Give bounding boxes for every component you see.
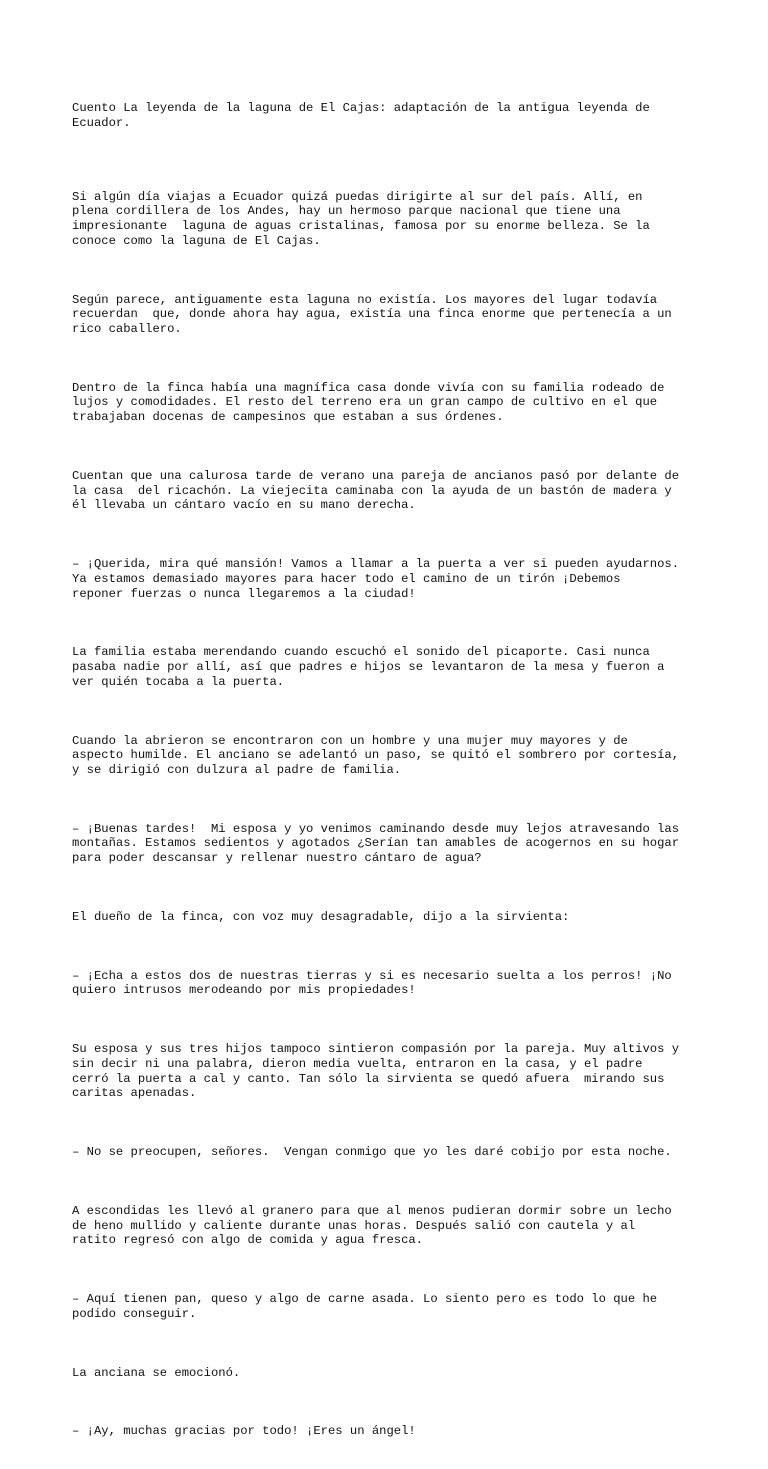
document-title: Cuento La leyenda de la laguna de El Cajas: adaptación de la antigua leyenda de Ecuador.	[72, 101, 650, 131]
paragraph-2: Según parece, antiguamente esta laguna no existía. Los mayores del lugar todavía recuerdan que, donde ahora hay agua, existía una finca enorme que pertenecía a un rico caballero.	[72, 292, 672, 336]
paragraph-1: Si algún día viajas a Ecuador quizá puedas dirigirte al sur del país. Allí, en plena cordillera de los Andes, hay un hermoso parque nacional que tiene una impresionante laguna de aguas cristalinas, famosa por su enorme belleza. Se la conoce como la laguna de El Cajas.	[72, 189, 650, 248]
document-page	[72, 72, 712, 1469]
paragraph-15: La anciana se emocionó.	[72, 1365, 241, 1380]
paragraph-8: – ¡Buenas tardes! Mi esposa y yo venimos caminando desde muy lejos atravesando las montañas. Estamos sedientos y agotados ¿Serían tan amables de acogernos en su hogar para poder descansar y rellenar nuestro cántaro de agua?	[72, 821, 680, 866]
paragraph-13: A escondidas les llevó al granero para que al menos pudieran dormir sobre un lecho de heno mullido y caliente durante unas horas. Después salió con cautela y al ratito regresó con algo de comida y agua fresca.	[72, 1203, 672, 1248]
paragraph-7: Cuando la abrieron se encontraron con un hombre y una mujer muy mayores y de aspecto humilde. El anciano se adelantó un paso, se quitó el sombrero por cortesía, y se dirigió con dulzura al padre de familia.	[72, 733, 680, 777]
paragraph-9: El dueño de la finca, con voz muy desagradable, dijo a la sirvienta:	[72, 909, 570, 924]
paragraph-12: – No se preocupen, señores. Vengan conmigo que yo les daré cobijo por esta noche.	[72, 1145, 672, 1160]
paragraph-4: Cuentan que una calurosa tarde de verano una pareja de ancianos pasó por delante de la casa del ricachón. La viejecita caminaba con la ayuda de un bastón de madera y él llevaba un cántaro vacío en su mano derecha.	[72, 468, 680, 513]
paragraph-6: La familia estaba merendando cuando escuchó el sonido del picaporte. Casi nunca pasaba nadie por allí, así que padres e hijos se levantaron de la mesa y fueron a ver quién tocaba a la puerta.	[72, 645, 665, 689]
paragraph-11: Su esposa y sus tres hijos tampoco sintieron compasión por la pareja. Muy altivos y sin decir ni una palabra, dieron media vuelta, entraron en la casa, y el padre cerró la puerta a cal y canto. Tan sólo la sirvienta se quedó afuera mirando sus caritas apenadas.	[72, 1042, 680, 1101]
paragraph-3: Dentro de la finca había una magnífica casa donde vivía con su familia rodeado de lujos y comodidades. El resto del terreno era un gran campo de cultivo en el que trabajaban docenas de campesinos que estaban a sus órdenes.	[72, 380, 665, 425]
paragraph-5: – ¡Querida, mira qué mansión! Vamos a llamar a la puerta a ver si pueden ayudarnos. Ya estamos demasiado mayores para hacer todo el camino de un tirón ¡Debemos reponer fuerzas o nunca llegaremos a la ciudad!	[72, 557, 680, 601]
paragraph-16: – ¡Ay, muchas gracias por todo! ¡Eres un ángel!	[72, 1424, 416, 1439]
paragraph-14: – Aquí tienen pan, queso y algo de carne asada. Lo siento pero es todo lo que he podido conseguir.	[72, 1292, 658, 1321]
paragraph-10: – ¡Echa a estos dos de nuestras tierras y si es necesario suelta a los perros! ¡No quiero intrusos merodeando por mis propiedades!	[72, 968, 672, 998]
